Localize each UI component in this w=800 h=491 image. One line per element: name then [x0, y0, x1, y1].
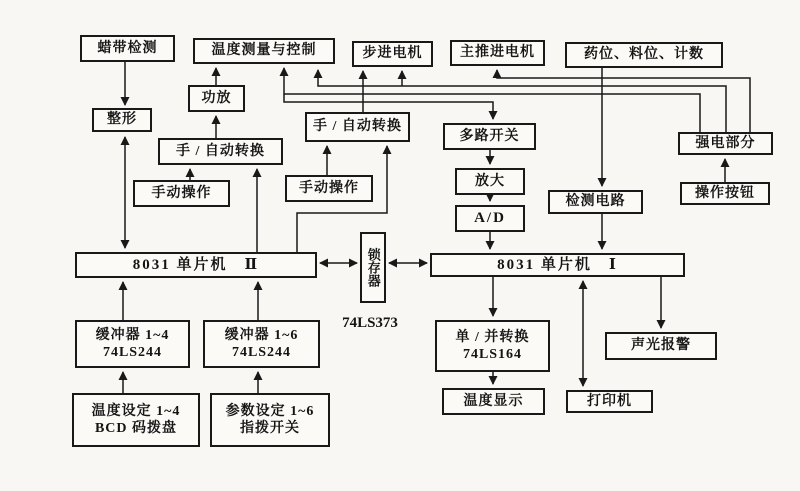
- node-sublabel: 74LS164: [462, 347, 523, 362]
- node-wax-band-detection: [80, 35, 175, 62]
- node-main-propulsion-motor: [450, 40, 545, 66]
- node-label: 步进电机: [362, 46, 423, 62]
- node-label: 功放: [201, 90, 232, 106]
- node-temp-display: [442, 388, 545, 415]
- node-buffer-1-6: [203, 320, 320, 368]
- node-label: 缓冲器 1~6: [224, 327, 299, 343]
- node-manual-auto-switch-mid: [305, 112, 410, 142]
- latch-chip-label: [330, 313, 410, 333]
- node-label: 多路开关: [459, 128, 520, 144]
- node-mcu-1: [430, 253, 685, 277]
- node-label: 手动操作: [151, 185, 212, 201]
- node-med-material-count: [565, 42, 723, 68]
- node-label: 手 / 自动转换: [313, 119, 402, 135]
- node-label: 检测电路: [565, 194, 626, 210]
- node-serial-parallel-convert: [435, 320, 550, 372]
- node-label: 温度设定 1~4: [91, 403, 181, 419]
- node-label: 声光报警: [631, 338, 691, 354]
- node-label: 缓冲器 1~4: [95, 327, 170, 343]
- node-label: 放大: [475, 173, 505, 189]
- node-sound-light-alarm: [605, 332, 717, 360]
- node-label: 单 / 并转换: [455, 329, 530, 345]
- node-manual-auto-switch-left: [158, 138, 283, 165]
- node-buffer-1-4: [75, 320, 190, 368]
- node-shaping: [92, 108, 152, 132]
- node-label: 温度测量与控制: [211, 43, 317, 59]
- node-power-amplifier: [188, 85, 245, 112]
- node-sublabel: 74LS244: [231, 345, 292, 360]
- node-label: 强电部分: [695, 135, 756, 151]
- node-label: 手动操作: [299, 180, 359, 196]
- node-manual-operation-left: [133, 180, 230, 207]
- node-label: 主推进电机: [460, 45, 535, 61]
- node-label: 8031 单片机 Ⅱ: [132, 256, 260, 273]
- node-label: 打印机: [587, 393, 632, 409]
- node-latch: [360, 232, 386, 303]
- node-amplify: [455, 168, 525, 195]
- node-stepper-motor: [352, 41, 433, 67]
- node-label: 8031 单片机 Ⅰ: [497, 256, 618, 273]
- node-strong-electric-section: [678, 132, 773, 155]
- node-printer: [566, 390, 653, 413]
- node-multiplex-switch: [443, 123, 536, 150]
- node-label: 操作按钮: [695, 185, 755, 201]
- node-operation-buttons: [680, 182, 770, 205]
- node-sublabel: BCD 码拨盘: [94, 421, 178, 436]
- node-ad-converter: [455, 205, 525, 232]
- node-sublabel: 指拨开关: [240, 421, 300, 436]
- node-label: 整形: [107, 112, 137, 128]
- node-mcu-2: [75, 252, 317, 278]
- node-manual-operation-mid: [285, 175, 373, 202]
- node-param-setting-1-6: [210, 393, 330, 447]
- node-label: A/D: [474, 210, 506, 227]
- node-temp-setting-1-4: [72, 393, 200, 447]
- node-label: 手 / 自动转换: [176, 143, 265, 159]
- node-label: 温度显示: [463, 393, 524, 409]
- node-label: 74LS373: [342, 314, 398, 331]
- node-sublabel: 74LS244: [102, 345, 163, 360]
- node-label: 蜡带检测: [97, 40, 158, 56]
- node-label: 药位、料位、计数: [584, 47, 704, 63]
- node-label: 锁存器: [365, 248, 381, 287]
- node-label: 参数设定 1~6: [225, 403, 315, 419]
- node-detection-circuit: [548, 190, 643, 214]
- node-temp-measure-control: [193, 38, 335, 64]
